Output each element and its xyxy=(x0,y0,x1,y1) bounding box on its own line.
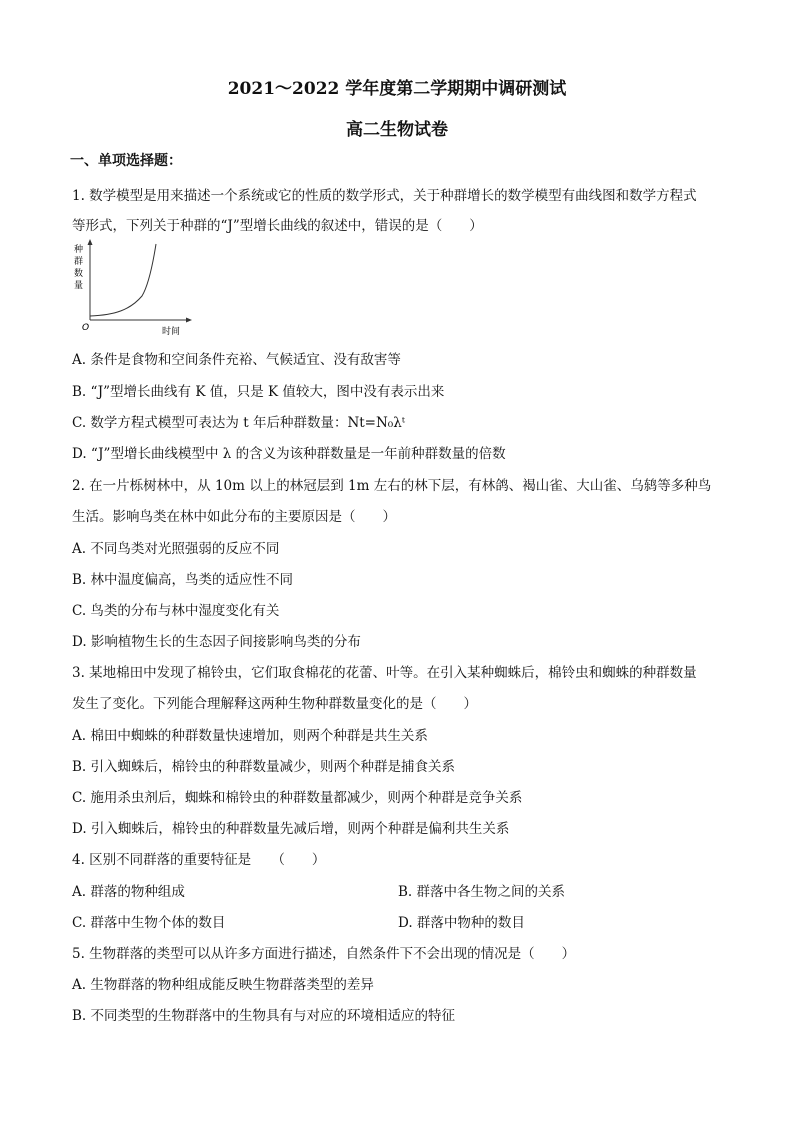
xlabel: 时间 xyxy=(162,327,181,337)
q3-option-c: C. 施用杀虫剂后，蜘蛛和棉铃虫的种群数量都减少，则两个种群是竞争关系 xyxy=(72,790,523,806)
ylabel-char-2: 群 xyxy=(74,257,84,267)
q2-option-b: B. 林中温度偏高，鸟类的适应性不同 xyxy=(72,572,294,588)
q3-stem-line2: 发生了变化。下列能合理解释这两种生物种群数量变化的是（ ） xyxy=(72,696,477,712)
section-heading: 一、单项选择题： xyxy=(70,153,182,169)
q1-stem-line1: 1. 数学模型是用来描述一个系统或它的性质的数学形式，关于种群增长的数学模型有曲线图和数学方程式 xyxy=(72,188,697,204)
q3-option-a: A. 棉田中蜘蛛的种群数量快速增加，则两个种群是共生关系 xyxy=(72,728,428,744)
q3-option-b: B. 引入蜘蛛后，棉铃虫的种群数量减少，则两个种群是捕食关系 xyxy=(72,759,456,775)
q4-option-a: A. 群落的物种组成 xyxy=(72,884,185,900)
q2-stem-line2: 生活。影响鸟类在林中如此分布的主要原因是（ ） xyxy=(72,509,396,525)
q1-stem-line2: 等形式，下列关于种群的“J”型增长曲线的叙述中，错误的是（ ） xyxy=(72,218,483,234)
q4-option-d: D. 群落中物种的数目 xyxy=(398,915,525,931)
j-curve xyxy=(90,244,156,316)
y-axis-arrow xyxy=(88,239,93,245)
x-axis-arrow xyxy=(186,318,192,323)
q1-option-c: C. 数学方程式模型可表达为 t 年后种群数量：Nt=N₀λᵗ xyxy=(72,415,406,431)
ylabel-char-1: 种 xyxy=(74,245,84,255)
q5-option-b: B. 不同类型的生物群落中的生物具有与对应的环境相适应的特征 xyxy=(72,1008,456,1024)
q1-option-d: D. “J”型增长曲线模型中 λ 的含义为该种群数量是一年前种群数量的倍数 xyxy=(72,446,506,462)
q1-option-a: A. 条件是食物和空间条件充裕、气候适宜、没有敌害等 xyxy=(72,352,401,368)
q4-stem: 4. 区别不同群落的重要特征是 （ ） xyxy=(72,852,326,868)
q4-option-c: C. 群落中生物个体的数目 xyxy=(72,915,226,931)
origin-label: O xyxy=(82,323,90,333)
q5-option-a: A. 生物群落的物种组成能反映生物群落类型的差异 xyxy=(72,977,374,993)
q5-stem: 5. 生物群落的类型可以从许多方面进行描述，自然条件下不会出现的情况是（ ） xyxy=(72,946,576,962)
exam-subtitle: 高二生物试卷 xyxy=(346,120,448,140)
q2-stem-line1: 2. 在一片栎树林中，从 10m 以上的林冠层到 1m 左右的林下层，有林鸽、褐山雀、大山雀、乌鸫等多种鸟 xyxy=(72,478,712,494)
q2-option-d: D. 影响植物生长的生态因子间接影响鸟类的分布 xyxy=(72,634,361,650)
q2-option-a: A. 不同鸟类对光照强弱的反应不同 xyxy=(72,541,280,557)
ylabel-char-4: 量 xyxy=(74,281,84,291)
q4-option-b: B. 群落中各生物之间的关系 xyxy=(398,884,566,900)
j-curve-figure xyxy=(70,238,195,338)
q1-option-b: B. “J”型增长曲线有 K 值，只是 K 值较大，图中没有表示出来 xyxy=(72,384,445,400)
q2-option-c: C. 鸟类的分布与林中湿度变化有关 xyxy=(72,603,280,619)
q3-stem-line1: 3. 某地棉田中发现了棉铃虫，它们取食棉花的花蕾、叶等。在引入某种蜘蛛后，棉铃虫和蜘蛛的种群数量 xyxy=(72,665,697,681)
q3-option-d: D. 引入蜘蛛后，棉铃虫的种群数量先减后增，则两个种群是偏利共生关系 xyxy=(72,821,510,837)
exam-title: 2021～2022 学年度第二学期期中调研测试 xyxy=(227,79,567,99)
ylabel-char-3: 数 xyxy=(74,269,84,279)
